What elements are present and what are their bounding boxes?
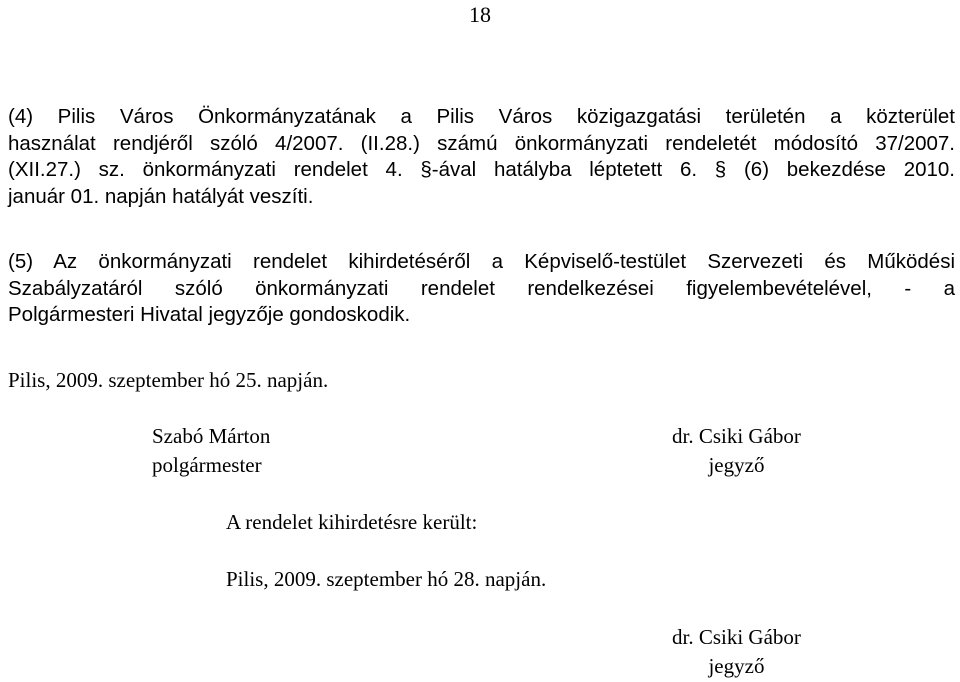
notary-title: jegyző (708, 453, 765, 477)
paragraph-4-line: (XII.27.) sz. önkormányzati rendelet 4. §-ával hatályba léptetett 6. § (6) bekezdése 2010. (8, 158, 955, 181)
notary-name: dr. Csiki Gábor (672, 424, 801, 448)
mayor-title: polgármester (152, 453, 262, 477)
promulgation-date: Pilis, 2009. szeptember hó 28. napján. (226, 567, 547, 591)
promulgation-signature-block (672, 623, 801, 681)
paragraph-4-line: (4) Pilis Város Önkormányzatának a Pilis Város közigazgatási területén a közterület (8, 105, 955, 128)
paragraph-5-line: Szabályzatáról szóló önkormányzati rendelet rendelkezései figyelembevételével, - a (8, 276, 955, 300)
paragraph-4-line: használat rendjéről szóló 4/2007. (II.28.) számú önkormányzati rendeletét módosító 37/2007. (8, 131, 955, 155)
promulgation-signer-name: dr. Csiki Gábor (672, 625, 801, 649)
paragraph-4-line: január 01. napján hatályát veszíti. (8, 184, 314, 208)
page-number: 18 (469, 2, 491, 27)
place-and-date: Pilis, 2009. szeptember hó 25. napján. (8, 368, 329, 392)
promulgation-label: A rendelet kihirdetésre került: (226, 510, 478, 534)
promulgation-signer-title: jegyző (708, 654, 765, 678)
paragraph-5-line: (5) Az önkormányzati rendelet kihirdetéséről a Képviselő-testület Szervezeti és Működési (8, 250, 955, 273)
paragraph-4 (8, 104, 955, 210)
mayor-signature-block (152, 422, 270, 480)
paragraph-5 (8, 249, 955, 329)
notary-signature-block (672, 422, 801, 480)
mayor-name: Szabó Márton (152, 424, 271, 448)
paragraph-5-line: Polgármesteri Hivatal jegyzője gondoskodik. (8, 303, 411, 326)
